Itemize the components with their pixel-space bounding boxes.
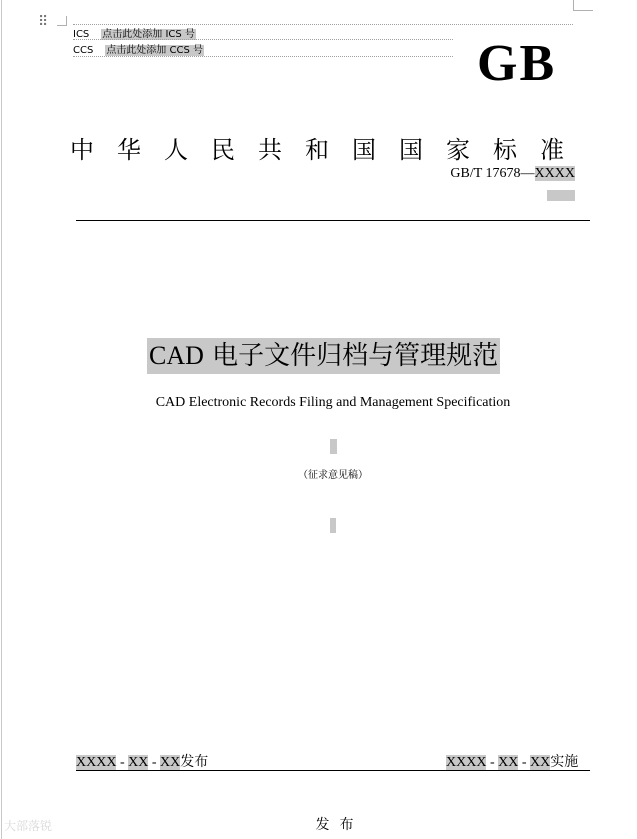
standard-title: 中华人民共和国国家标准: [70, 136, 587, 164]
standard-number-prefix: GB/T 17678—: [450, 166, 535, 181]
edition-placeholder[interactable]: [330, 439, 337, 454]
standard-number[interactable]: [450, 166, 575, 182]
publish-day[interactable]: XX: [160, 755, 181, 770]
date-separator: -: [518, 755, 531, 770]
margin-corner-mark: [573, 0, 574, 10]
date-separator: -: [116, 755, 129, 770]
date-separator: -: [148, 755, 161, 770]
publish-date: [76, 751, 208, 771]
ccs-label: CCS: [73, 45, 94, 56]
document-title-latin: CAD: [149, 341, 204, 370]
implement-year[interactable]: XXXX: [446, 755, 487, 770]
ccs-field[interactable]: [73, 41, 204, 56]
text-box-boundary: [73, 56, 453, 57]
ics-placeholder[interactable]: 点击此处添加 ICS 号: [102, 29, 195, 40]
document-title-en: CAD Electronic Records Filing and Management Specification: [155, 395, 511, 410]
implement-date: [446, 751, 578, 771]
header-rule: [76, 220, 590, 221]
publish-suffix: 发布: [180, 754, 209, 770]
margin-corner-mark: [573, 10, 593, 11]
document-title-cjk: 电子文件归档与管理规范: [203, 341, 499, 371]
draft-note: （征求意见稿）: [298, 470, 368, 481]
implement-suffix: 实施: [550, 754, 579, 770]
page-left-border: [1, 0, 2, 839]
standard-number-year[interactable]: XXXX: [534, 166, 575, 181]
completion-date-placeholder[interactable]: [330, 518, 336, 533]
publish-year[interactable]: XXXX: [76, 755, 117, 770]
publish-month[interactable]: XX: [128, 755, 149, 770]
document-title[interactable]: [147, 338, 500, 374]
replaced-standard-placeholder[interactable]: [547, 190, 575, 201]
publisher: 发布: [315, 817, 364, 833]
footer-rule: [76, 770, 590, 771]
ccs-placeholder[interactable]: 点击此处添加 CCS 号: [106, 45, 203, 56]
text-box-boundary: [73, 39, 453, 40]
ics-label: ICS: [73, 29, 90, 40]
gb-logo: GB: [477, 35, 557, 92]
date-separator: -: [486, 755, 499, 770]
ics-field[interactable]: [73, 25, 196, 40]
implement-month[interactable]: XX: [498, 755, 519, 770]
implement-day[interactable]: XX: [530, 755, 551, 770]
drag-handle-icon[interactable]: ⠿: [38, 14, 50, 30]
watermark: 大部落锐: [4, 819, 53, 833]
margin-corner-mark: [57, 25, 67, 26]
